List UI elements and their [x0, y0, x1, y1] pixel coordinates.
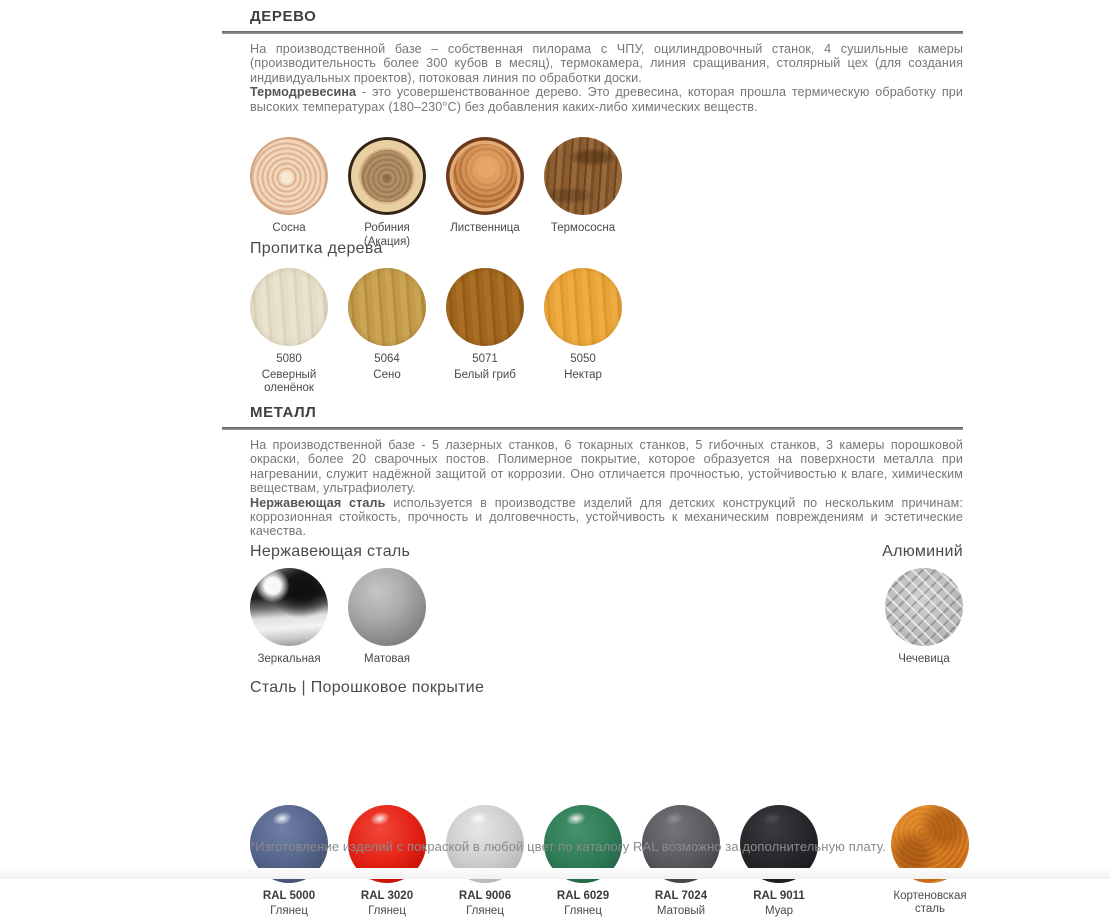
ral-finish: Муар: [764, 905, 794, 917]
ral-code: RAL 7024: [654, 889, 708, 902]
wood-section-text: [250, 42, 963, 114]
ral-code: RAL 6029: [556, 889, 610, 902]
swatch-label: Сосна: [272, 222, 306, 234]
ral-finish: Глянец: [368, 905, 406, 917]
swatch-5050: [538, 268, 628, 396]
swatch-mirror: [250, 568, 328, 667]
swatch-code: 5080: [276, 353, 302, 365]
matte-steel-circle: [348, 568, 426, 646]
swatch-label: Чечевица: [898, 653, 950, 665]
thermowood-rest: - это усовершенствованное дерево. Это древесина, которая прошла термическую обработку при высоких температурах (180–230°C) без добавления каких-либо химических веществ.: [250, 85, 963, 114]
metal-section-title: МЕТАЛЛ: [250, 404, 317, 421]
thermowood-lead: Термодревесина: [250, 85, 357, 100]
larch-swatch-circle: [446, 137, 524, 215]
swatch-ral9006: [446, 805, 524, 919]
mirror-steel-circle: [250, 568, 328, 646]
swatch-pine: [250, 137, 328, 249]
metal-section-text: [250, 438, 963, 539]
wood-section-title: ДЕРЕВО: [250, 8, 317, 25]
ral-finish: Матовый: [656, 905, 706, 917]
pine-swatch-circle: [250, 137, 328, 215]
ral-code: RAL 5000: [262, 889, 316, 902]
swatch-thermopine: [538, 137, 628, 249]
swatch-5064: [342, 268, 432, 396]
impregnation-title: Пропитка дерева: [250, 240, 383, 257]
stainless-title: Нержавеющая сталь: [250, 543, 411, 560]
impregnation-5064-circle: [348, 268, 426, 346]
swatch-label: Робиния (Акация): [363, 222, 411, 248]
swatch-matte: [348, 568, 426, 667]
swatch-name: Белый гриб: [454, 368, 516, 381]
swatch-ral5000: [250, 805, 328, 919]
swatch-label: Кортеновская сталь: [893, 889, 967, 915]
page-bottom-edge: [0, 868, 1110, 879]
wood-section-divider: [222, 31, 963, 34]
impregnation-5080-circle: [250, 268, 328, 346]
wood-paragraph-2: [250, 85, 963, 114]
swatch-label: Зеркальная: [257, 653, 321, 665]
swatch-ral9011: [740, 805, 818, 919]
thermopine-swatch-circle: [544, 137, 622, 215]
swatch-label: Лиственница: [450, 222, 520, 234]
swatch-name: Нектар: [564, 368, 602, 381]
powder-coating-title: Сталь | Порошковое покрытие: [250, 679, 485, 696]
metal-paragraph-1: На производственной базе - 5 лазерных станков, 6 токарных станков, 5 гибочных станков, 3 камеры порошковой окраски, более 20 сварочных постов. Полимерное покрытие, которое образуется на поверхности металла при нагревании, служит надёжной защитой от коррозии. Оно отличается прочностью, устойчивостью к влаге, химическим веществам, ультрафиолету.: [250, 438, 963, 496]
swatch-5071: [440, 268, 530, 396]
stainless-swatch-row: [250, 568, 963, 667]
stainless-lead: Нержавеющая сталь: [250, 495, 386, 510]
swatch-larch: [440, 137, 530, 249]
swatch-name: Северный оленёнок: [261, 368, 317, 394]
swatch-ral3020: [348, 805, 426, 919]
ral-finish: Глянец: [270, 905, 308, 917]
metal-section-divider: [222, 427, 963, 430]
ral-footnote: *Изготовление изделий с покраской в любой цвет по каталогу RAL возможно за дополнительную плату.: [250, 839, 886, 854]
swatch-label: Матовая: [364, 653, 410, 665]
swatch-5080: [244, 268, 334, 396]
impregnation-5050-circle: [544, 268, 622, 346]
swatch-lentil-plate: [885, 568, 963, 667]
aluminum-title: Алюминий: [882, 543, 963, 560]
stainless-rest: используется в производстве изделий для детских конструкций по нескольким причинам: коррозионная стойкость, прочность и долговечность, устойчивость к механическим повреждениям и эстетические качества.: [250, 495, 964, 539]
swatch-code: 5071: [472, 353, 498, 365]
swatch-ral7024: [642, 805, 720, 919]
ral-finish: Глянец: [466, 905, 504, 917]
ral-code: RAL 3020: [360, 889, 414, 902]
swatch-code: 5064: [374, 353, 400, 365]
swatch-label: Термососна: [550, 222, 616, 234]
ral-code: RAL 9011: [753, 889, 805, 902]
wood-paragraph-1: На производственной базе – собственная пилорама с ЧПУ, оцилиндровочный станок, 4 сушильные камеры (производительность более 300 кубов в месяц), термокамера, линия сращивания, столярный цех (для создания индивидуальных проектов), потоковая линия по обработки доски.: [250, 42, 963, 85]
swatch-ral6029: [544, 805, 622, 919]
swatch-corten: [885, 805, 975, 917]
impregnation-5071-circle: [446, 268, 524, 346]
swatch-code: 5050: [570, 353, 596, 365]
swatch-robinia: [342, 137, 432, 249]
metal-paragraph-2: [250, 496, 963, 539]
powder-swatch-row: [250, 805, 967, 919]
ral-finish: Глянец: [564, 905, 602, 917]
impregnation-swatch-row: [250, 268, 622, 396]
swatch-name: Сено: [373, 368, 401, 381]
robinia-swatch-circle: [348, 137, 426, 215]
wood-swatch-row: [250, 137, 622, 249]
ral-code: RAL 9006: [458, 889, 512, 902]
diamond-plate-circle: [885, 568, 963, 646]
